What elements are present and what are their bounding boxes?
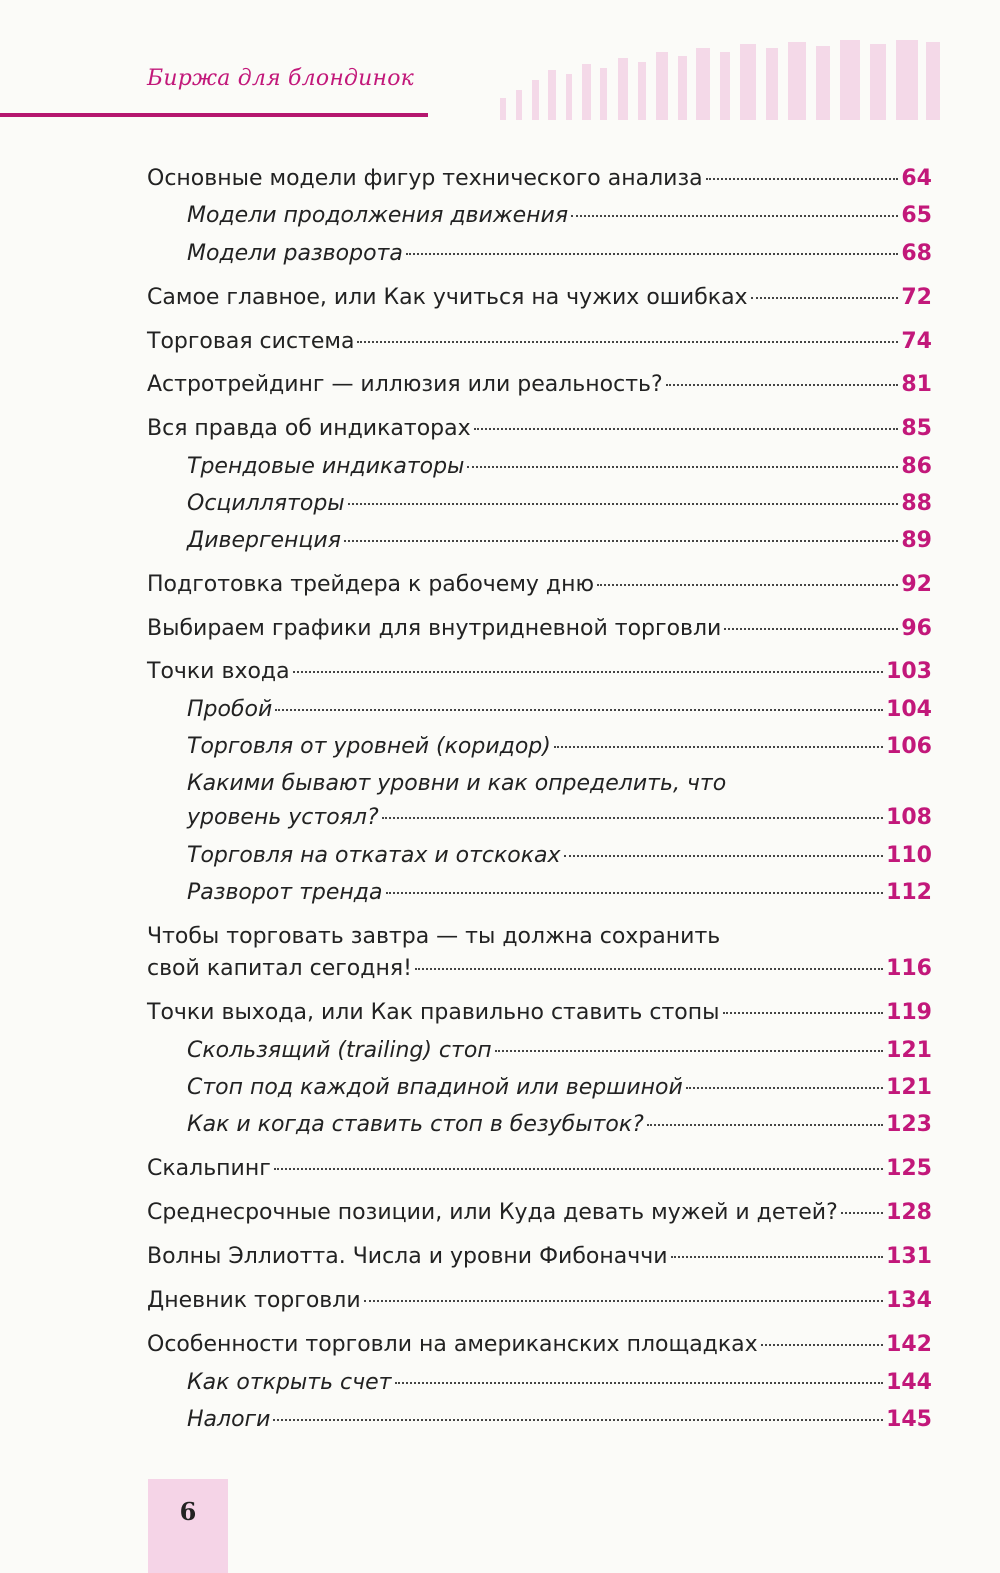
toc-entry-title: Астротрейдинг — иллюзия или реальность?: [147, 372, 663, 397]
toc-entry[interactable]: [187, 880, 932, 906]
toc-entry-title: Подготовка трейдера к рабочему дню: [147, 572, 595, 597]
toc-entry[interactable]: [187, 454, 932, 480]
dot-leader: [274, 1168, 883, 1170]
toc-entry-title: Основные модели фигур технического анализа: [147, 166, 703, 191]
toc-entry[interactable]: [147, 285, 932, 311]
toc-entry-page: 85: [901, 416, 932, 441]
toc-entry-title: Торговая система: [147, 329, 355, 354]
dot-leader: [666, 384, 899, 386]
toc-entry[interactable]: [187, 697, 932, 723]
toc-entry-title: свой капитал сегодня!: [147, 956, 412, 981]
toc-entry[interactable]: [187, 491, 932, 517]
header-rule: [0, 113, 428, 117]
dot-leader: [273, 1419, 883, 1421]
toc-entry-title: Стоп под каждой впадиной или вершиной: [187, 1075, 683, 1100]
dot-leader: [386, 892, 884, 894]
toc-entry-title: Разворот тренда: [187, 880, 383, 905]
dot-leader: [415, 968, 883, 970]
toc-entry[interactable]: [147, 1000, 932, 1026]
dot-leader: [364, 1300, 883, 1302]
dot-leader: [275, 709, 883, 711]
toc-entry-title: Торговля на откатах и отскоках: [187, 843, 561, 868]
dot-leader: [671, 1256, 884, 1258]
toc-entry-page: 81: [901, 372, 932, 397]
toc-entry-page: 64: [901, 166, 932, 191]
toc-entry[interactable]: [187, 1407, 932, 1433]
dot-leader: [554, 746, 883, 748]
dot-leader: [474, 428, 899, 430]
toc-entry-page: 116: [886, 956, 932, 981]
toc-entry[interactable]: [187, 843, 932, 869]
toc-entry-page: 144: [886, 1370, 932, 1395]
toc-entry-title: уровень устоял?: [187, 805, 379, 830]
toc-entry[interactable]: [187, 241, 932, 267]
toc-entry-title: Трендовые индикаторы: [187, 454, 465, 479]
toc-entry-page: 89: [901, 528, 932, 553]
toc-entry-title: Среднесрочные позиции, или Куда девать мужей и детей?: [147, 1200, 838, 1225]
toc-entry-page: 142: [886, 1332, 932, 1357]
toc-entry-title: Скальпинг: [147, 1156, 271, 1181]
toc-entry-title: Как открыть счет: [187, 1370, 392, 1395]
toc-entry[interactable]: [147, 1288, 932, 1314]
toc-entry-title: Волны Эллиотта. Числа и уровни Фибоначчи: [147, 1244, 668, 1269]
toc-entry-page: 92: [901, 572, 932, 597]
toc-entry[interactable]: [187, 1370, 932, 1396]
toc-entry[interactable]: [147, 1244, 932, 1270]
toc-entry-page: 123: [886, 1112, 932, 1137]
dot-leader: [724, 628, 898, 630]
toc-entry[interactable]: [147, 1200, 932, 1226]
toc-entry-page: 128: [886, 1200, 932, 1225]
dot-leader: [495, 1050, 883, 1052]
toc-entry[interactable]: [147, 924, 932, 982]
toc-entry[interactable]: [187, 1038, 932, 1064]
toc-entry-page: 74: [901, 329, 932, 354]
toc-entry-title: Налоги: [187, 1407, 271, 1432]
toc-entry-title: Как и когда ставить стоп в безубыток?: [187, 1112, 644, 1137]
dot-leader: [571, 215, 898, 217]
toc-entry-title: Выбираем графики для внутридневной торговли: [147, 616, 722, 641]
book-title: Биржа для блондинок: [147, 66, 415, 91]
dot-leader: [395, 1382, 884, 1384]
toc-entry-page: 68: [901, 241, 932, 266]
page-number: 6: [179, 1497, 197, 1526]
toc-entry[interactable]: [147, 616, 932, 642]
toc-entry-page: 108: [886, 805, 932, 830]
page-number-box: [148, 1479, 228, 1573]
toc-entry-title: Самое главное, или Как учиться на чужих ошибках: [147, 285, 748, 310]
toc-entry-title: Осцилляторы: [187, 491, 345, 516]
toc-entry-title: Особенности торговли на американских площадках: [147, 1332, 758, 1357]
dot-leader: [841, 1212, 883, 1214]
dot-leader: [564, 855, 884, 857]
toc-entry-page: 119: [886, 1000, 932, 1025]
toc-entry-page: 125: [886, 1156, 932, 1181]
toc-entry-page: 103: [886, 659, 932, 684]
dot-leader: [467, 466, 898, 468]
toc-entry-page: 86: [901, 454, 932, 479]
dot-leader: [348, 503, 899, 505]
dot-leader: [357, 341, 898, 343]
toc-entry-title: Дневник торговли: [147, 1288, 361, 1313]
dot-leader: [344, 540, 898, 542]
toc-entry[interactable]: [187, 734, 932, 760]
toc-entry-title: Пробой: [187, 697, 273, 722]
toc-entry-title: Скользящий (trailing) стоп: [187, 1038, 492, 1063]
dot-leader: [706, 178, 899, 180]
toc-entry[interactable]: [187, 771, 932, 831]
toc-entry-title: Вся правда об индикаторах: [147, 416, 471, 441]
dot-leader: [686, 1087, 883, 1089]
toc-entry-page: 112: [886, 880, 932, 905]
toc-entry[interactable]: [147, 166, 932, 192]
toc-entry-page: 104: [886, 697, 932, 722]
toc-entry-page: 131: [886, 1244, 932, 1269]
dot-leader: [597, 584, 898, 586]
toc-entry[interactable]: [187, 203, 932, 229]
toc-entry[interactable]: [147, 1156, 932, 1182]
toc-entry-page: 110: [886, 843, 932, 868]
toc-entry-title-line1: Чтобы торговать завтра — ты должна сохранить: [147, 924, 721, 949]
dot-leader: [723, 1012, 884, 1014]
toc-entry[interactable]: [147, 372, 932, 398]
decorative-bars-graphic: [498, 40, 940, 120]
toc-entry-page: 65: [901, 203, 932, 228]
toc-entry[interactable]: [147, 572, 932, 598]
dot-leader: [761, 1344, 883, 1346]
toc-entry[interactable]: [147, 659, 932, 685]
toc-entry-title: Торговля от уровней (коридор): [187, 734, 551, 759]
toc-entry-title: Дивергенция: [187, 528, 341, 553]
dot-leader: [647, 1124, 883, 1126]
toc-entry-page: 145: [886, 1407, 932, 1432]
toc-entry-page: 72: [901, 285, 932, 310]
toc-entry-page: 88: [901, 491, 932, 516]
toc-entry-title-line1: Какими бывают уровни и как определить, что: [187, 771, 727, 796]
toc-entry-page: 96: [901, 616, 932, 641]
toc-entry-page: 121: [886, 1038, 932, 1063]
dot-leader: [382, 817, 883, 819]
dot-leader: [406, 253, 899, 255]
toc-entry[interactable]: [147, 1332, 932, 1358]
toc-entry[interactable]: [187, 1075, 932, 1101]
toc-entry-page: 121: [886, 1075, 932, 1100]
toc-entry[interactable]: [147, 329, 932, 355]
toc-entry-title: Модели продолжения движения: [187, 203, 569, 228]
dot-leader: [751, 297, 899, 299]
toc-entry[interactable]: [147, 416, 932, 442]
dot-leader: [293, 671, 883, 673]
toc-entry[interactable]: [187, 1112, 932, 1138]
toc-entry-title: Точки входа: [147, 659, 290, 684]
toc-entry-page: 106: [886, 734, 932, 759]
toc-entry-page: 134: [886, 1288, 932, 1313]
toc-entry-title: Модели разворота: [187, 241, 403, 266]
toc-entry-title: Точки выхода, или Как правильно ставить стопы: [147, 1000, 720, 1025]
toc-entry[interactable]: [187, 528, 932, 554]
